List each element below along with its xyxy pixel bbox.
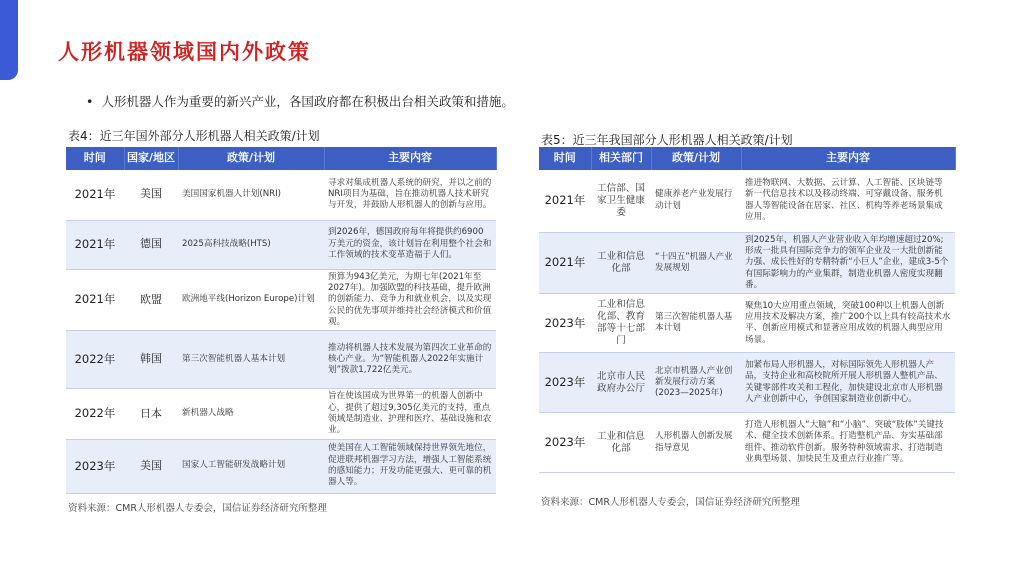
table4-header-policy: 政策/计划 (178, 147, 324, 170)
table5 (539, 147, 956, 473)
cell-year: 2022年 (66, 389, 124, 439)
table-row (539, 170, 955, 232)
cell-year: 2021年 (539, 232, 591, 294)
cell-policy: 人形机器人创新发展指导意见 (651, 413, 741, 473)
cell-year: 2021年 (66, 220, 124, 269)
cell-content: 聚焦10大应用重点领域，突破100种以上机器人创新应用技术及解决方案，推广200个以上具有较高技术水平、创新应用模式和显著应用成效的机器人典型应用场景。 (741, 294, 955, 353)
cell-policy: 欧洲地平线(Horizon Europe)计划 (178, 269, 324, 331)
cell-dept: 工信部、国家卫生健康委 (591, 170, 651, 232)
cell-country: 欧盟 (124, 269, 178, 331)
cell-content: 寻求对集成机器人系统的研究，并以之前的NRI项目为基础，旨在推动机器人技术研究与开发，并鼓励人形机器人的创新与应用。 (324, 170, 496, 220)
table4-header-country: 国家/地区 (124, 147, 178, 170)
cell-policy: 健康养老产业发展行动计划 (651, 170, 741, 232)
table-row (539, 413, 955, 473)
table-row (66, 220, 496, 269)
cell-country: 韩国 (124, 331, 178, 389)
cell-country: 德国 (124, 220, 178, 269)
table-row (66, 269, 496, 331)
cell-year: 2021年 (66, 269, 124, 331)
cell-year: 2021年 (66, 170, 124, 220)
bullet-point (86, 92, 514, 110)
table4-header-content: 主要内容 (324, 147, 496, 170)
table4-header-year: 时间 (66, 147, 124, 170)
table-row (539, 294, 955, 353)
cell-policy: 新机器人战略 (178, 389, 324, 439)
cell-content: 到2025年，机器人产业营业收入年均增速超过20%;形成一批具有国际竞争力的领军企业及一大批创新能力强、成长性好的专精特新“小巨人”企业，建成3-5个有国际影响力的产业集群，制造业机器人密度实现翻番。 (741, 232, 955, 294)
cell-content: 推动将机器人技术发展为第四次工业革命的核心产业。为“智能机器人2022年实施计划”拨款1,722亿美元。 (324, 331, 496, 389)
cell-content: 预算为943亿美元，为期七年(2021年至2027年)。加强欧盟的科技基础，提升欧洲的创新能力、竞争力和就业机会，以及实现公民的优先事项并维持社会经济模式和价值观。 (324, 269, 496, 331)
table-row (539, 353, 955, 413)
table4-caption: 表4：近三年国外部分人形机器人相关政策/计划 (68, 129, 320, 143)
cell-year: 2023年 (66, 439, 124, 493)
cell-dept: 工业和信息化部 (591, 413, 651, 473)
cell-year: 2023年 (539, 413, 591, 473)
cell-country: 美国 (124, 170, 178, 220)
table4-header-row (66, 147, 496, 170)
table5-header-row (539, 147, 955, 170)
cell-policy: 国家人工智能研发战略计划 (178, 439, 324, 493)
cell-year: 2023年 (539, 353, 591, 413)
cell-policy: “十四五”机器人产业发展规划 (651, 232, 741, 294)
table4-source: 资料来源：CMR人形机器人专委会，国信证券经济研究所整理 (68, 503, 327, 514)
cell-content: 旨在使该国成为世界第一的机器人创新中心，提供了超过9,305亿美元的支持，重点领域是制造业、护理和医疗、基础设施和农业。 (324, 389, 496, 439)
table5-header-policy: 政策/计划 (651, 147, 741, 170)
cell-country: 日本 (124, 389, 178, 439)
cell-content: 到2026年，德国政府每年将提供约6900万美元的资金，该计划旨在利用整个社会和工作领域的技术变革造福于人们。 (324, 220, 496, 269)
cell-policy: 第三次智能机器人基本计划 (178, 331, 324, 389)
table4 (66, 147, 497, 494)
bullet-dot-icon: • (86, 94, 94, 109)
cell-policy: 第三次智能机器人基本计划 (651, 294, 741, 353)
table-row (66, 331, 496, 389)
cell-content: 使美国在人工智能领域保持世界领先地位，促进联邦机器学习方法，增强人工智能系统的感知能力；开发功能更强大、更可靠的机器人等。 (324, 439, 496, 493)
table5-header-year: 时间 (539, 147, 591, 170)
cell-policy: 北京市机器人产业创新发展行动方案(2023—2025年) (651, 353, 741, 413)
table-row (66, 170, 496, 220)
cell-country: 美国 (124, 439, 178, 493)
table-row (66, 439, 496, 493)
cell-content: 推进物联网、大数据、云计算、人工智能、区块链等新一代信息技术以及移动终端、可穿戴设备、服务机器人等智能设备在居家、社区、机构等养老场景集成应用。 (741, 170, 955, 232)
cell-content: 打造人形机器人“大脑”和“小脑”、突破“肢体”关键技术、健全技术创新体系。打造整机产品、夯实基础部组件、推动软件创新。服务特种领域需求、打造制造业典型场景、加快民生及重点行业推广等。 (741, 413, 955, 473)
accent-bar (0, 0, 18, 80)
cell-dept: 工业和信息化部 (591, 232, 651, 294)
cell-year: 2021年 (539, 170, 591, 232)
cell-dept: 工业和信息化部、教育部等十七部门 (591, 294, 651, 353)
cell-policy: 美国国家机器人计划(NRI) (178, 170, 324, 220)
cell-dept: 北京市人民政府办公厅 (591, 353, 651, 413)
cell-year: 2022年 (66, 331, 124, 389)
table-row (539, 232, 955, 294)
page-title: 人形机器领域国内外政策 (58, 40, 311, 64)
table5-header-content: 主要内容 (741, 147, 955, 170)
table5-caption: 表5：近三年我国部分人形机器人相关政策/计划 (541, 133, 793, 147)
cell-year: 2023年 (539, 294, 591, 353)
table5-source: 资料来源：CMR人形机器人专委会，国信证券经济研究所整理 (541, 497, 800, 508)
table5-header-dept: 相关部门 (591, 147, 651, 170)
cell-policy: 2025高科技战略(HTS) (178, 220, 324, 269)
cell-content: 加紧布局人形机器人，对标国际领先人形机器人产品，支持企业和高校院所开展人形机器人整机产品、关键零部件攻关和工程化，加快建设北京市人形机器人产业创新中心，争创国家制造业创新中心。 (741, 353, 955, 413)
table-row (66, 389, 496, 439)
bullet-text: 人形机器人作为重要的新兴产业，各国政府都在积极出台相关政策和措施。 (101, 94, 514, 109)
